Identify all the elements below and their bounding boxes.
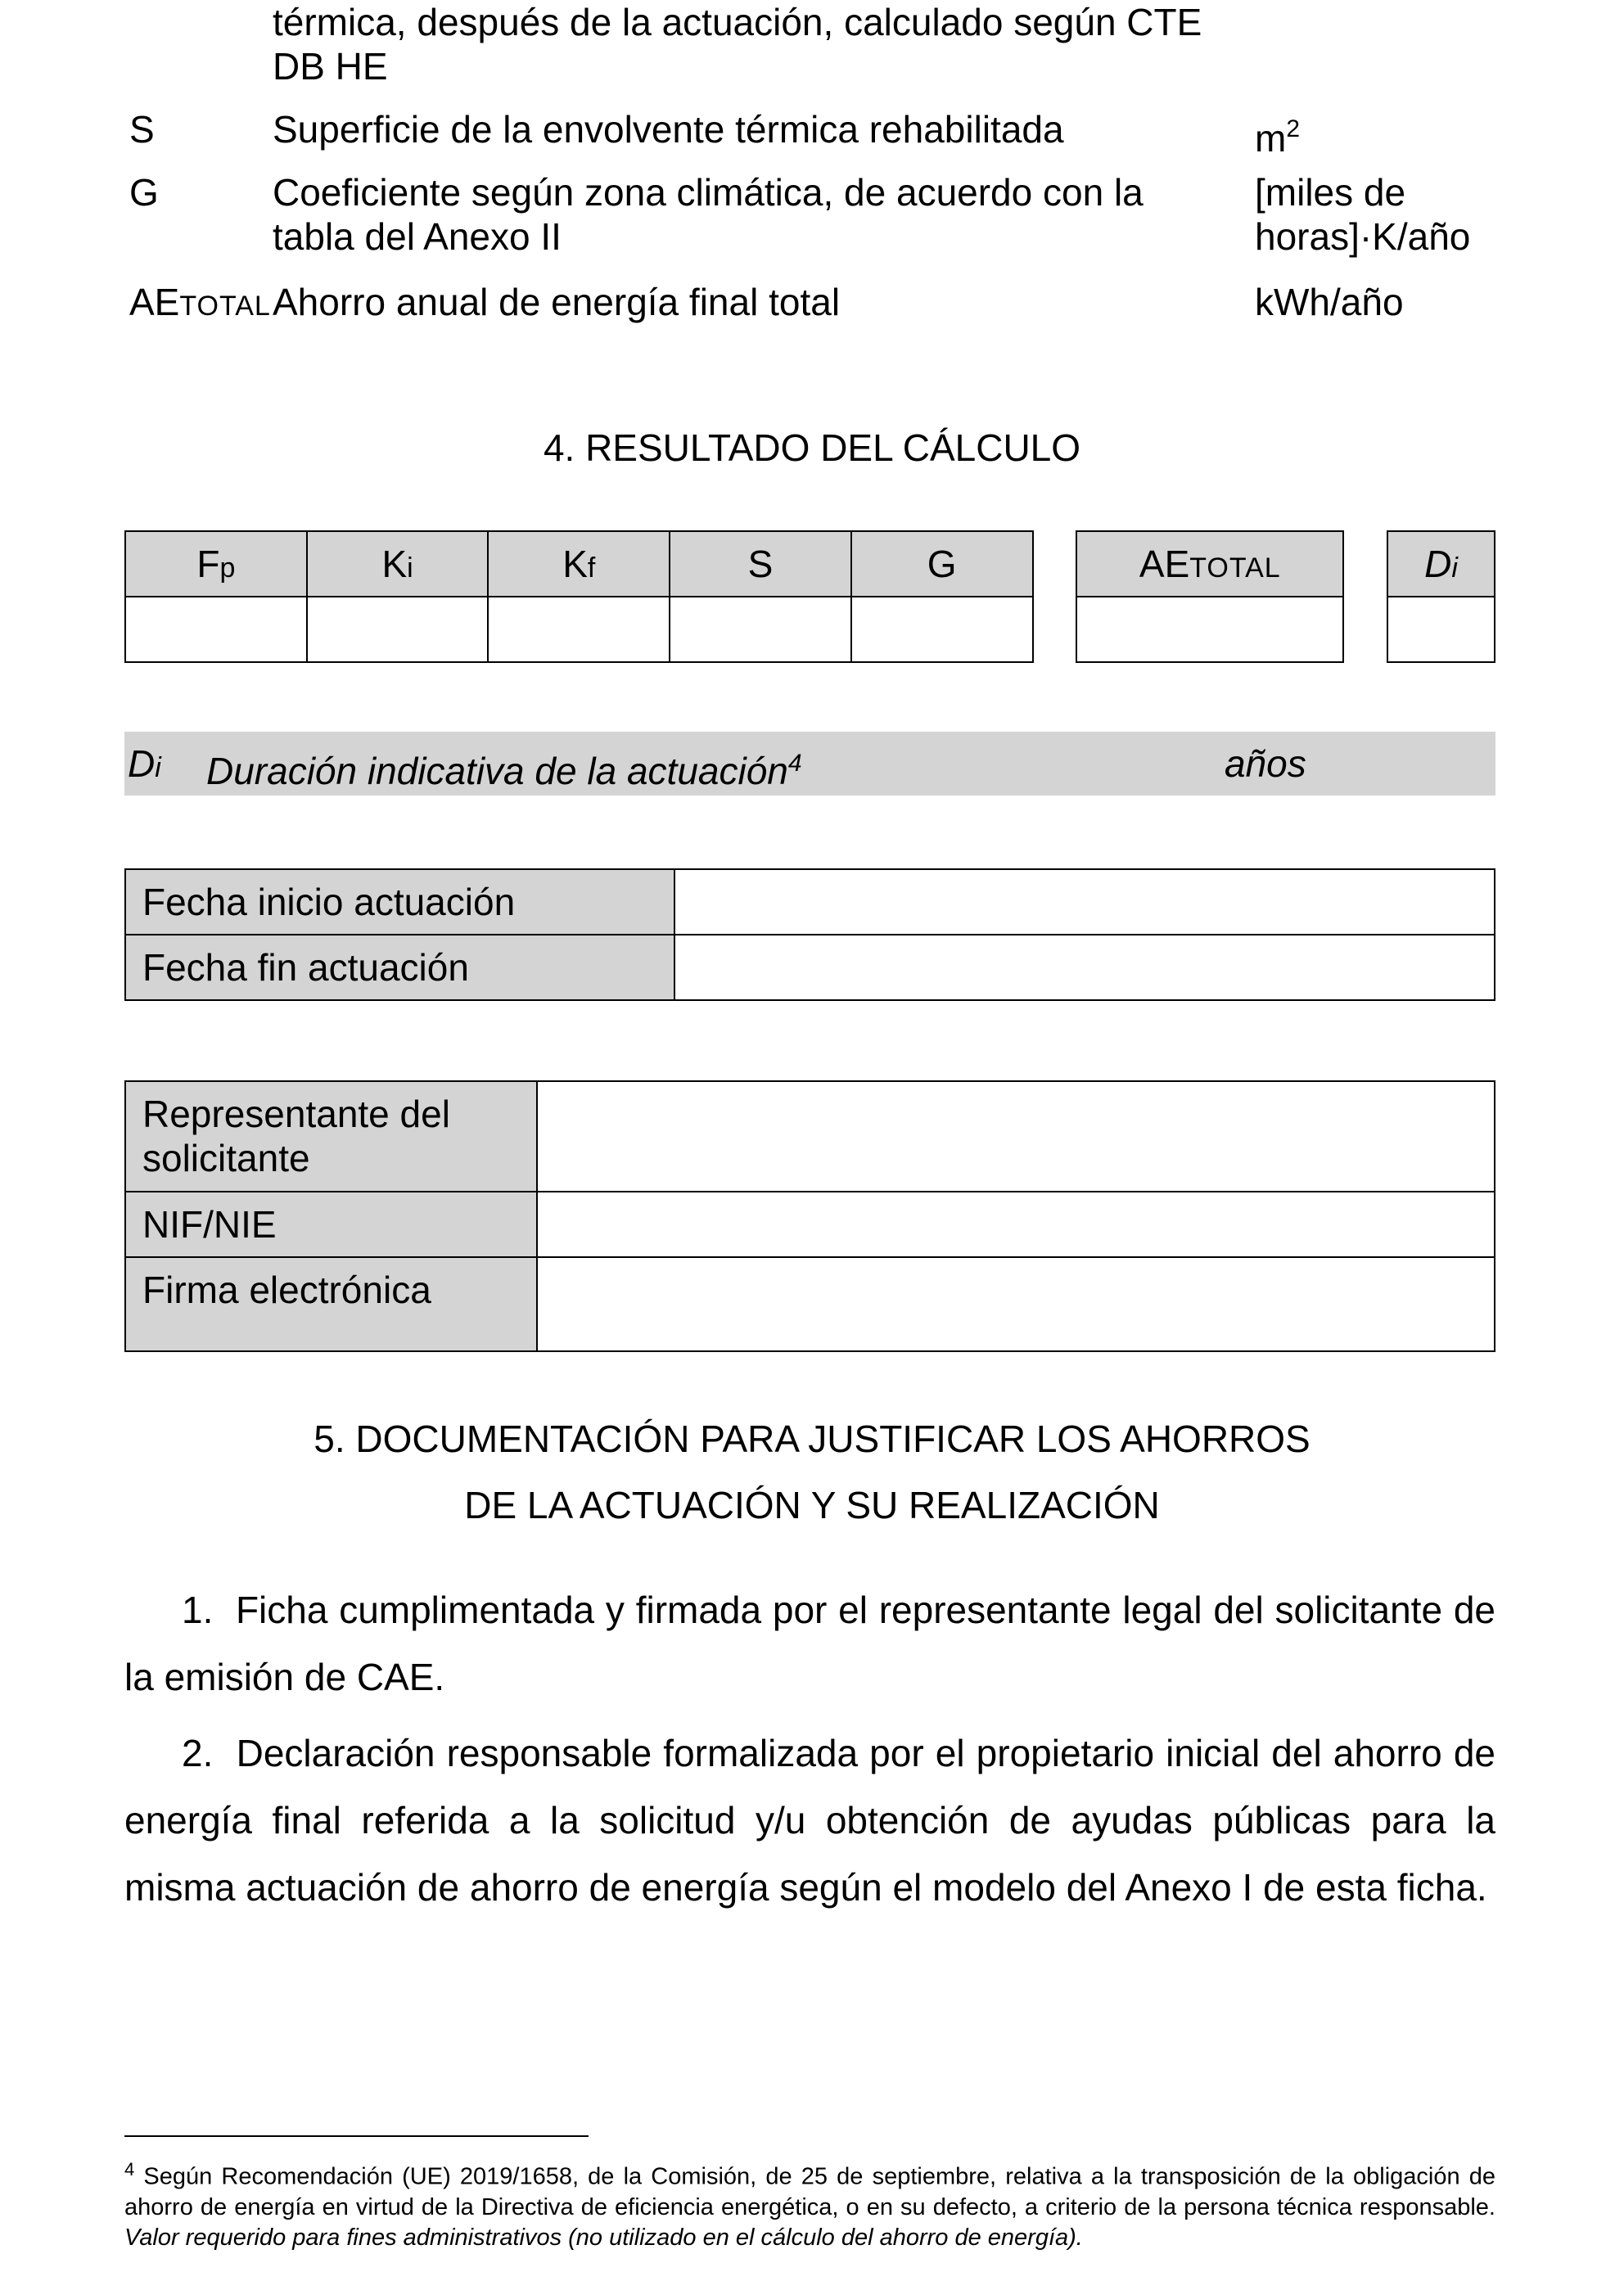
definition-unit-g-line2: horas]·K/año [1255,215,1471,258]
table-gap [1343,597,1387,662]
value-s[interactable] [670,597,851,662]
value-g[interactable] [851,597,1033,662]
date-start-input[interactable] [674,869,1495,935]
section5-item-2: 2. Declaración responsable formalizada por el propietario inicial del ahorro de energía final referida a la solicitud y/u obtención de ayudas públicas para la misma actuación de ahorro de energía según el modelo del Anexo I de esta ficha. [124,1732,1496,1909]
result-table [124,530,1495,663]
signature-label: Firma electrónica [125,1257,537,1351]
representative-label: Representante del solicitante [125,1081,537,1192]
date-end-input[interactable] [674,935,1495,1000]
value-aetotal[interactable] [1076,597,1343,662]
header-di: Di [1387,531,1495,597]
section5-item-1: 1. Ficha cumplimentada y firmada por el representante legal del solicitante de la emisión de CAE. [124,1589,1495,1698]
dates-table [124,868,1495,1001]
definition-unit-aetotal: kWh/año [1255,281,1404,323]
header-g: G [851,531,1033,597]
table-gap [1033,597,1077,662]
signature-input[interactable] [537,1257,1495,1351]
definition-symbol-g: G [129,171,159,214]
definition-description-aetotal: Ahorro anual de energía final total [273,281,841,323]
representative-input[interactable] [537,1081,1495,1192]
duration-bar [124,732,1495,796]
definition-unit-g-line1: [miles de [1255,171,1406,214]
representative-table [124,1080,1495,1352]
footnote-separator [124,2135,589,2137]
nif-input[interactable] [537,1192,1495,1257]
header-fp: Fp [125,531,307,597]
header-aetotal: AETOTAL [1076,531,1343,597]
duration-unit: años [1225,742,1306,785]
definition-symbol-s: S [129,108,155,151]
value-fp[interactable] [125,597,307,662]
section5-title-line2: DE LA ACTUACIÓN Y SU REALIZACIÓN [464,1484,1160,1526]
definition-symbol-aetotal: AETOTAL [129,281,271,323]
date-end-label: Fecha fin actuación [125,935,674,1000]
value-di[interactable] [1387,597,1495,662]
nif-label: NIF/NIE [125,1192,537,1257]
value-ki[interactable] [307,597,489,662]
definition-description-s: Superficie de la envolvente térmica rehabilitada [273,108,1064,151]
table-gap [1033,531,1077,597]
definition-continuation-line2: DB HE [273,45,388,88]
section4-title: 4. RESULTADO DEL CÁLCULO [543,426,1081,469]
duration-symbol: Di [128,742,161,785]
definition-continuation-line1: térmica, después de la actuación, calculado según CTE [273,1,1202,43]
duration-text: Duración indicativa de la actuación$^4$ [206,750,802,792]
definition-unit-s: $m^2$ [1255,115,1301,160]
header-kf: Kf [488,531,670,597]
header-s: S [670,531,851,597]
header-ki: Ki [307,531,489,597]
date-start-label: Fecha inicio actuación [125,869,674,935]
table-gap [1343,531,1387,597]
section5-title-line1: 5. DOCUMENTACIÓN PARA JUSTIFICAR LOS AHORROS [314,1418,1310,1460]
footnote: $^4$ Según Recomendación (UE) 2019/1658, de la Comisión, de 25 de septiembre, relativa a la transposición de la obligación de ahorro de energía en virtud de la Directiva de eficiencia energética, o en su defecto, a criterio de la persona técnica responsable. Valor requerido para fines administrativos (no utilizado en el cálculo del ahorro de energía). [124,2159,1495,2251]
definition-description-g-line2: tabla del Anexo II [273,215,562,258]
definition-description-g-line1: Coeficiente según zona climática, de acuerdo con la [273,171,1144,214]
value-kf[interactable] [488,597,670,662]
